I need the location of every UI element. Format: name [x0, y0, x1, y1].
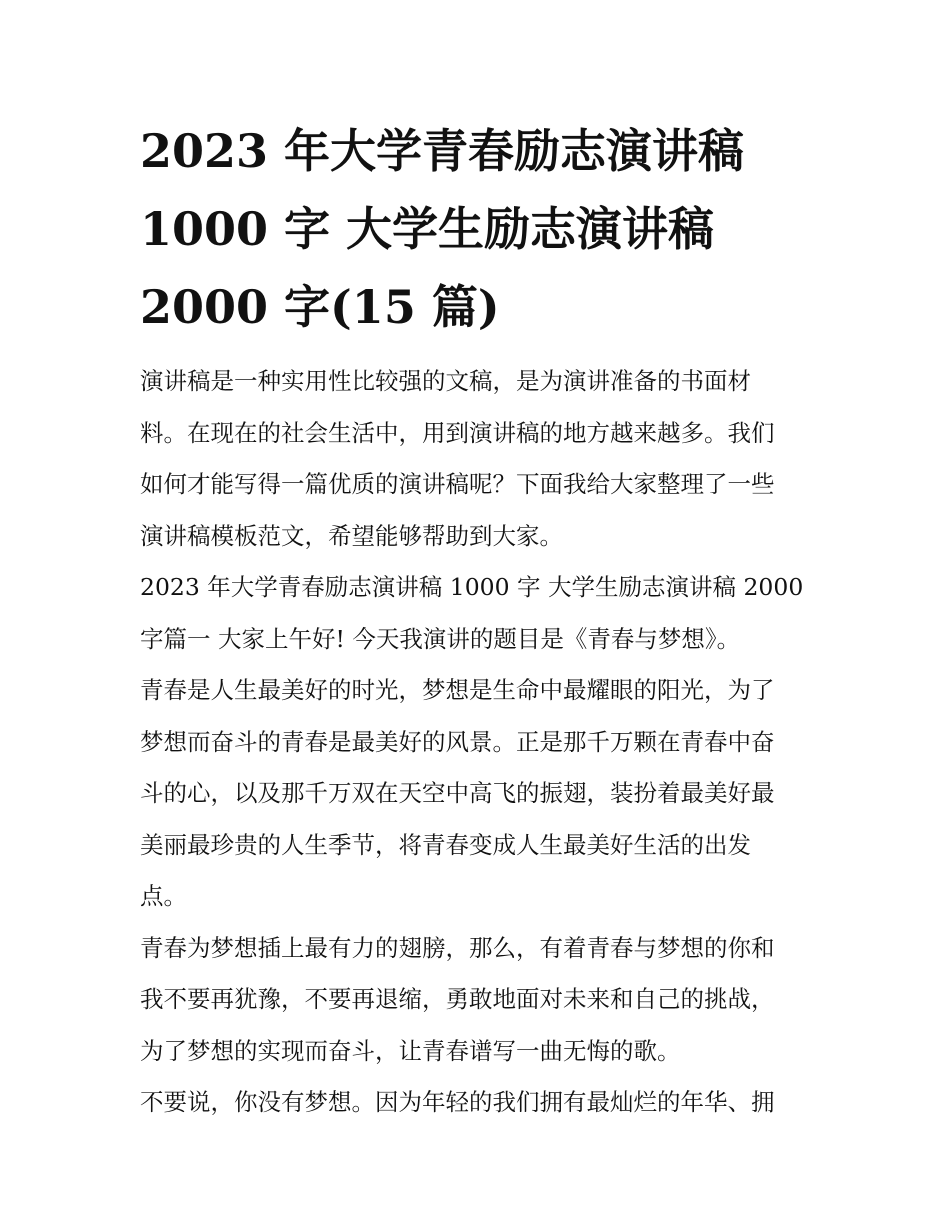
intro-line-4: 演讲稿模板范文，希望能够帮助到大家。: [140, 521, 563, 550]
title-line-3: 2000 字(15 篇): [140, 280, 500, 334]
title-line-1: 2023 年大学青春励志演讲稿: [140, 124, 745, 178]
paragraph-1-line-2: 梦想而奋斗的青春是最美好的风景。正是那千万颗在青春中奋: [140, 727, 775, 756]
paragraph-2-line-3: 为了梦想的实现而奋斗，让青春谱写一曲无悔的歌。: [140, 1036, 681, 1065]
intro-line-2: 料。在现在的社会生活中，用到演讲稿的地方越来越多。我们: [140, 418, 775, 447]
paragraph-2-line-2: 我不要再犹豫，不要再退缩，勇敢地面对未来和自己的挑战，: [140, 985, 775, 1013]
paragraph-1-line-5: 点。: [140, 882, 187, 910]
title-line-2: 1000 字 大学生励志演讲稿: [140, 202, 715, 256]
paragraph-2-line-1: 青春为梦想插上最有力的翅膀，那么，有着青春与梦想的你和: [140, 933, 775, 962]
section-heading-line-1: 2023 年大学青春励志演讲稿 1000 字 大学生励志演讲稿 2000: [140, 573, 804, 601]
section-heading-line-2: 字篇一 大家上午好! 今天我演讲的题目是《青春与梦想》。: [140, 624, 741, 653]
document-body: [140, 356, 830, 1129]
paragraph-1-line-4: 美丽最珍贵的人生季节，将青春变成人生最美好生活的出发: [140, 830, 751, 859]
document-title: [140, 112, 820, 346]
paragraph-1-line-3: 斗的心，以及那千万双在天空中高飞的振翅，装扮着最美好最: [140, 779, 775, 807]
intro-line-1: 演讲稿是一种实用性比较强的文稿，是为演讲准备的书面材: [140, 367, 751, 395]
paragraph-3-line-1: 不要说，你没有梦想。因为年轻的我们拥有最灿烂的年华、拥: [140, 1088, 775, 1116]
intro-line-3: 如何才能写得一篇优质的演讲稿呢？下面我给大家整理了一些: [140, 470, 775, 498]
paragraph-1-line-1: 青春是人生最美好的时光，梦想是生命中最耀眼的阳光，为了: [140, 676, 775, 704]
